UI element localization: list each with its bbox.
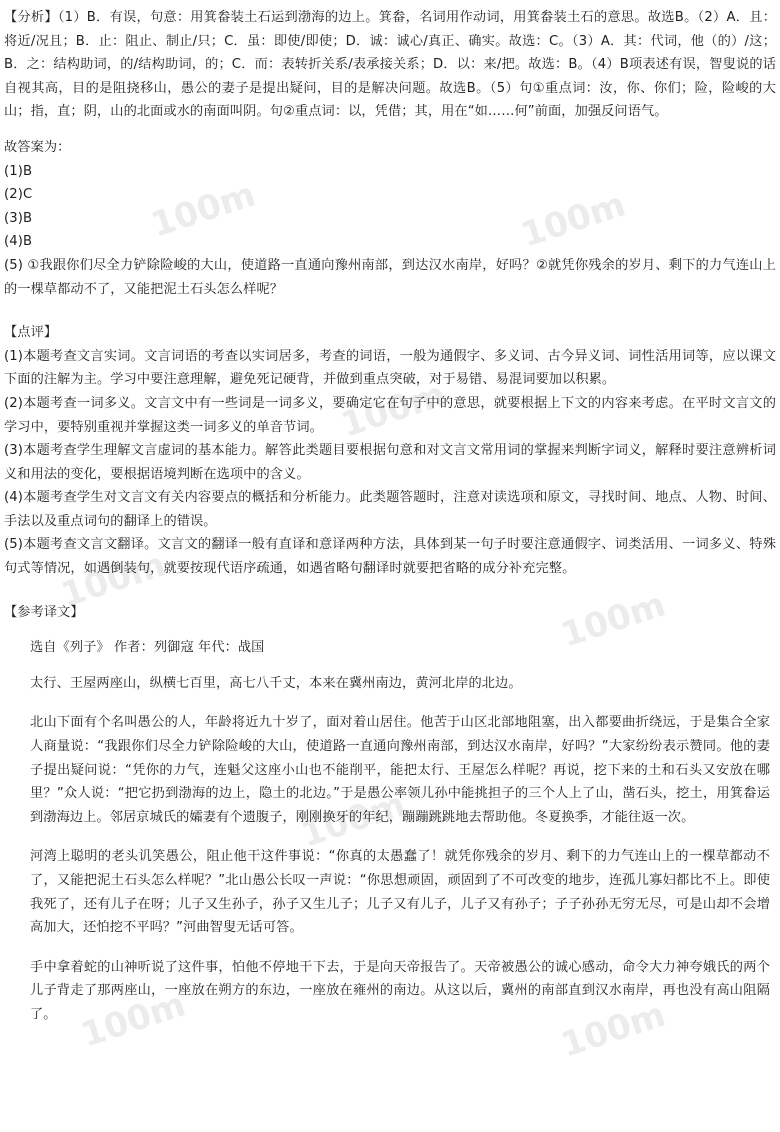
answer-item: (4)B [4, 234, 33, 250]
comment-item: (5)本题考查文言文翻译。文言文的翻译一般有直译和意译两种方法，具体到某一句子时要注意通假字、词类活用、一词多义、特殊句式等情况，如遇倒装句，就要按现代语序疏通，如遇省略句翻译时就要把省略的成分补充完整。 [4, 537, 776, 577]
answer-item: (5) ①我跟你们尽全力铲除险峻的大山，使道路一直通向豫州南部，到达汉水南岸，好吗？②就凭你残余的岁月、剩下的力气连山上的一棵草都动不了，又能把泥土石头怎么样呢？ [4, 257, 776, 297]
analysis-paragraph: 【分析】（1）B．有误，句意：用箕畚装土石运到渤海的边上。箕畚，名词用作动词，用箕畚装土石的意思。故选B。（2）A．且：将近/况且；B．止：阻止、制止/只；C．虽：即使/即使；D．诚：诚心/真正、确实。故选：C。（3）A．其：代词，他（的）/这；B．之：结构助词，的/结构助词，的；C．而：表转折关系/表承接关系；D．以：来/把。故选：B。（4）B项表述有误，智叟说的话自视其高，目的是阻挠移山，愚公的妻子是提出疑问，目的是解决问题。故选B。（5）句①重点词：汝，你、你们；险，险峻的大山；指，直；阴，山的北面或水的南面叫阴。句②重点词：以，凭借；其，用在“如……何”前面，加强反问语气。 [4, 10, 776, 120]
comment-item: (4)本题考查学生对文言文有关内容要点的概括和分析能力。此类题答题时，注意对读选项和原文，寻找时间、地点、人物、时间、手法以及重点词句的翻译上的错误。 [4, 490, 776, 529]
translation-title: 【参考译文】 [4, 604, 84, 620]
comments-title: 【点评】 [4, 325, 58, 341]
comment-item: (3)本题考查学生理解文言虚词的基本能力。解答此类题目要根据句意和对文言文常用词的掌握来判断字词义，解释时要注意辨析词义和用法的变化，要根据语境判断在选项中的含义。 [4, 443, 776, 482]
answer-item: (2)C [4, 187, 33, 203]
translation-source: 选自《列子》 作者：列御寇 年代：战国 [30, 640, 265, 656]
translation-paragraph: 手中拿着蛇的山神听说了这件事，怕他不停地干下去，于是向天帝报告了。天帝被愚公的诚心感动，命令大力神夸娥氏的两个儿子背走了那两座山，一座放在朔方的东边，一座放在雍州的南边。从这以后，冀州的南部直到汉水南岸，再也没有高山阻隔了。 [30, 959, 770, 1022]
answers-title: 故答案为： [4, 139, 71, 155]
answer-item: (1)B [4, 163, 33, 179]
answer-item: (3)B [4, 210, 33, 226]
translation-paragraph: 太行、王屋两座山，纵横七百里，高七八千丈，本来在冀州南边，黄河北岸的北边。 [30, 675, 522, 691]
comment-item: (2)本题考查一词多义。文言文中有一些词是一词多义，要确定它在句子中的意思，就要根据上下文的内容来考虑。在平时文言文的学习中，要特别重视并掌握这类一词多义的单音节词。 [4, 395, 776, 435]
translation-paragraph: 北山下面有个名叫愚公的人，年龄将近九十岁了，面对着山居住。他苦于山区北部地阻塞，出入都要曲折绕远，于是集合全家人商量说：“我跟你们尽全力铲除险峻的大山，使道路一直通向豫州南部，到达汉水南岸，好吗？”大家纷纷表示赞同。他的妻子提出疑问说：“凭你的力气，连魁父这座小山也不能削平，能把太行、王屋怎么样呢？再说，挖下来的土和石头又安放在哪里？”众人说：“把它扔到渤海的边上，隐土的北边。”于是愚公率领儿孙中能挑担子的三个人上了山，凿石头，挖土，用箕畚运到渤海边上。邻居京城氏的孀妻有个遗腹子，刚刚换牙的年纪，蹦蹦跳跳地去帮助他。冬夏换季，才能往返一次。 [30, 715, 770, 825]
document [4, 0, 776, 1027]
comment-item: (1)本题考查文言实词。文言词语的考查以实词居多，考查的词语，一般为通假字、多义词、古今异义词、词性活用词等，应以课文下面的注解为主。学习中要注意理解，避免死记硬背，并做到重点突破，对于易错、易混词要加以积累。 [4, 348, 776, 388]
translation-paragraph: 河湾上聪明的老头讥笑愚公，阻止他干这件事说：“你真的太愚蠢了！就凭你残余的岁月、剩下的力气连山上的一棵草都动不了，又能把泥土石头怎么样呢？”北山愚公长叹一声说：“你思想顽固，顽固到了不可改变的地步，连孤儿寡妇都比不上。即使我死了，还有儿子在呀；儿子又生孙子，孙子又生儿子；儿子又有儿子，儿子又有孙子；子子孙孙无穷无尽，可是山却不会增高加大，还怕挖不平吗？”河曲智叟无话可答。 [30, 849, 770, 936]
